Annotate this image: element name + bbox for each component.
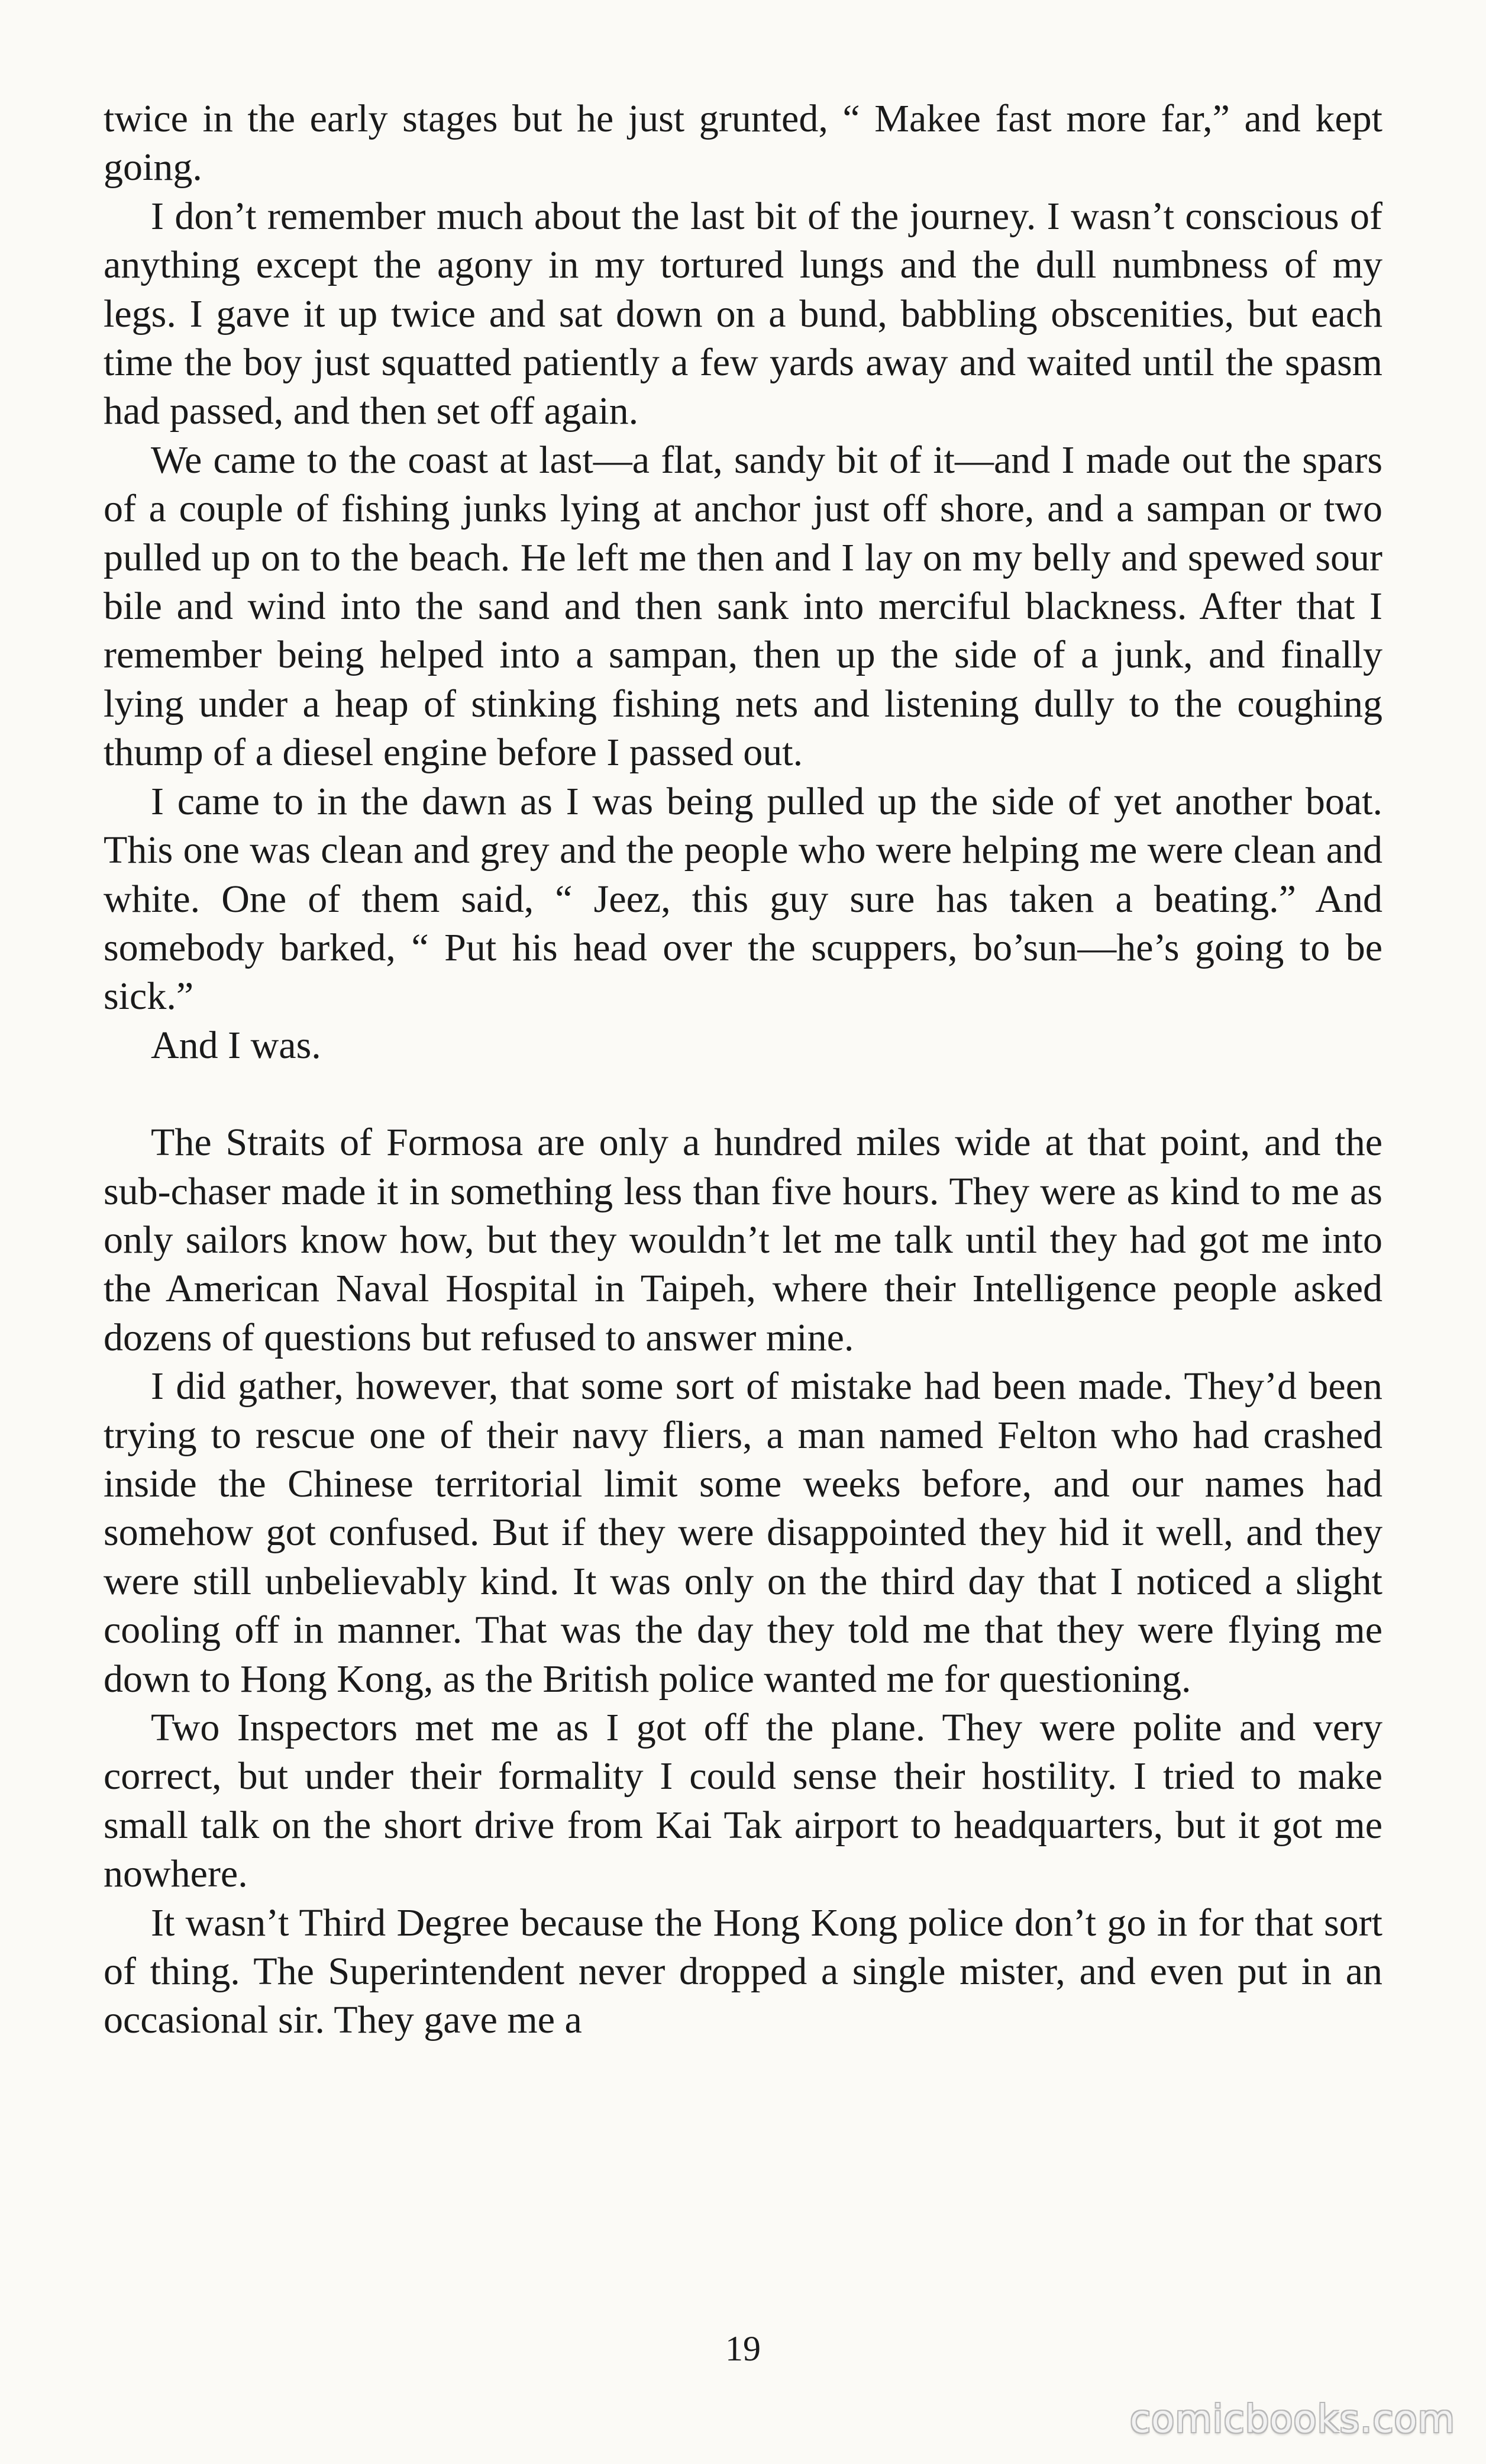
page-body xyxy=(104,95,1382,2045)
section-break xyxy=(104,1070,1382,1118)
paragraph-3: We came to the coast at last—a flat, sandy bit of it—and I made out the spars of a couple of fishing junks lying at anchor just off shore, and a sampan or two pulled up on to the beach. He left me then and I lay on my belly and spewed sour bile and wind into the sand and then sank into merciful blackness. After that I remember being helped into a sampan, then up the side of a junk, and finally lying under a heap of stinking fishing nets and listening dully to the coughing thump of a diesel engine before I passed out. xyxy=(104,438,1382,775)
paragraph-8: Two Inspectors met me as I got off the plane. They were polite and very correct, but under their formality I could sense their hostility. I tried to make small talk on the short drive from Kai Tak airport to headquarters, but it got me nowhere. xyxy=(104,1706,1382,1896)
paragraph-4: I came to in the dawn as I was being pulled up the side of yet another boat. This one was clean and grey and the people who were helping me were clean and white. One of them said, “ Jeez, this guy sure has taken a beating.” And somebody barked, “ Put his head over the scuppers, bo’sun—he’s going to be sick.” xyxy=(104,779,1382,1018)
paragraph-6: The Straits of Formosa are only a hundred miles wide at that point, and the sub-chaser made it in something less than five hours. They were as kind to me as only sailors know how, but they wouldn’t let me talk until they had got me into the American Naval Hospital in Taipeh, where their Intelligence people asked dozens of questions but refused to answer mine. xyxy=(104,1121,1382,1359)
paragraph-7: I did gather, however, that some sort of mistake had been made. They’d been trying to rescue one of their navy fliers, a man named Felton who had crashed inside the Chinese territorial limit some weeks before, and our names had somehow got confused. But if they were disappointed they hid it well, and they were still unbelievably kind. It was only on the third day that I noticed a slight cooling off in manner. That was the day they told me that they were flying me down to Hong Kong, as the British police wanted me for questioning. xyxy=(104,1365,1382,1701)
page-number: 19 xyxy=(725,2329,761,2368)
paragraph-5: And I was. xyxy=(151,1023,321,1067)
paragraph-2: I don’t remember much about the last bit of the journey. I wasn’t conscious of anything except the agony in my tortured lungs and the dull numbness of my legs. I gave it up twice and sat down on a bund, babbling obscenities, but each time the boy just squatted patiently a few yards away and waited until the spasm had passed, and then set off again. xyxy=(104,194,1382,433)
watermark: comicbooks.com xyxy=(1129,2398,1455,2442)
paragraph-9: It wasn’t Third Degree because the Hong Kong police don’t go in for that sort of thing. The Superintendent never dropped a single mister, and even put in an occasional sir. They gave me a xyxy=(104,1901,1382,2042)
paragraph-1: twice in the early stages but he just grunted, “ Makee fast more far,” and kept going. xyxy=(104,97,1382,189)
